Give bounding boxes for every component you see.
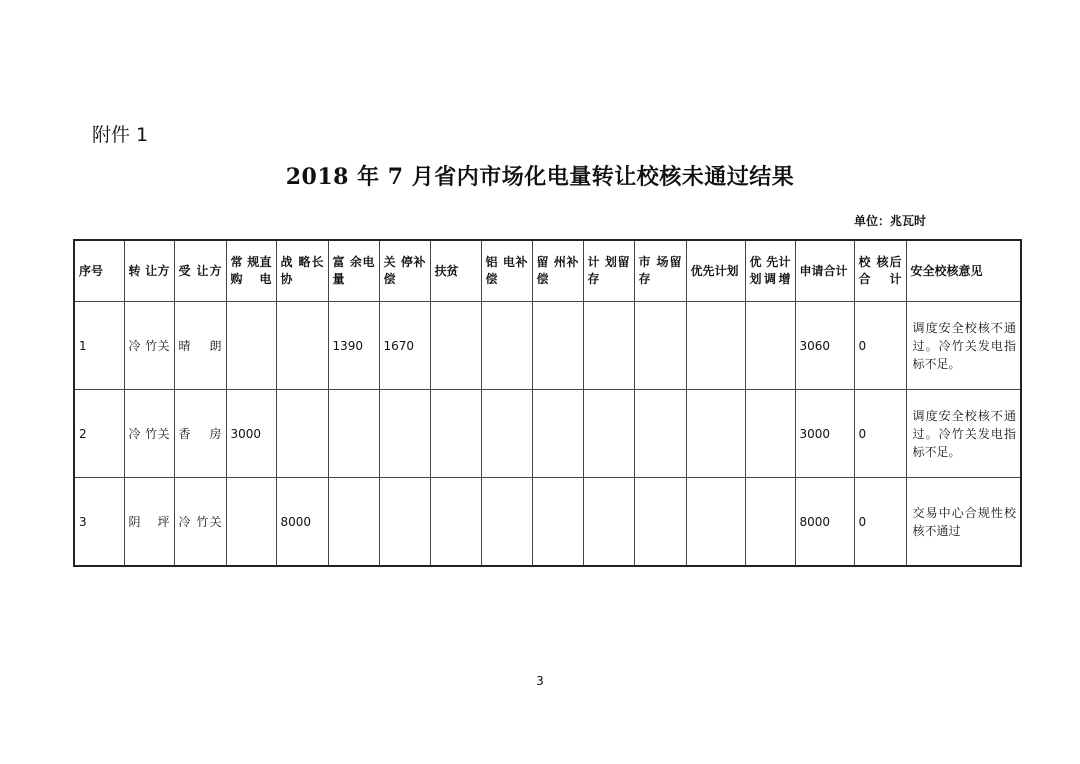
table-cell: 2 <box>74 390 124 478</box>
column-header: 战 略长协 <box>276 240 328 302</box>
table-cell: 冷 竹关 <box>124 390 174 478</box>
result-table <box>73 239 1022 567</box>
table-cell <box>532 478 583 567</box>
opinion-cell: 调度安全校核不通过。冷竹关发电指标不足。 <box>906 390 1021 478</box>
table-cell <box>276 390 328 478</box>
column-header: 市 场留存 <box>634 240 686 302</box>
column-header: 计 划留存 <box>583 240 634 302</box>
table-cell <box>583 302 634 390</box>
table-cell: 0 <box>854 302 906 390</box>
column-header: 校 核后 合计 <box>854 240 906 302</box>
opinion-cell: 交易中心合规性校核不通过 <box>906 478 1021 567</box>
table-cell <box>686 302 745 390</box>
table-cell <box>745 302 795 390</box>
table-row <box>74 302 1021 390</box>
column-header: 安全校核意见 <box>906 240 1021 302</box>
table-cell: 3000 <box>226 390 276 478</box>
column-header: 优 先计 划调增 <box>745 240 795 302</box>
table-cell <box>481 302 532 390</box>
column-header: 富 余电量 <box>328 240 379 302</box>
table-cell: 3000 <box>795 390 854 478</box>
table-cell <box>379 390 430 478</box>
column-header: 扶贫 <box>430 240 481 302</box>
table-cell <box>276 302 328 390</box>
table-cell <box>481 390 532 478</box>
table-row <box>74 478 1021 567</box>
column-header: 受 让方 <box>174 240 226 302</box>
table-cell: 香房 <box>174 390 226 478</box>
unit-label: 单位：兆瓦时 <box>854 214 927 228</box>
table-cell <box>686 390 745 478</box>
column-header: 转 让方 <box>124 240 174 302</box>
table-cell <box>745 390 795 478</box>
column-header: 序号 <box>74 240 124 302</box>
table-cell <box>583 390 634 478</box>
table-header-row <box>74 240 1021 302</box>
table-cell <box>634 302 686 390</box>
table-cell: 8000 <box>795 478 854 567</box>
column-header: 优先计划 <box>686 240 745 302</box>
table-cell <box>379 478 430 567</box>
table-cell <box>430 478 481 567</box>
table-cell: 3060 <box>795 302 854 390</box>
table-cell <box>532 302 583 390</box>
document-title: 2018 年 7 月省内市场化电量转让校核未通过结果 <box>285 164 795 190</box>
table-row <box>74 390 1021 478</box>
table-cell: 3 <box>74 478 124 567</box>
column-header: 常 规直 购电 <box>226 240 276 302</box>
table-cell <box>634 478 686 567</box>
table-cell: 8000 <box>276 478 328 567</box>
table-cell <box>226 478 276 567</box>
table-cell: 0 <box>854 390 906 478</box>
table-cell: 1390 <box>328 302 379 390</box>
table-cell: 1 <box>74 302 124 390</box>
column-header: 申请合计 <box>795 240 854 302</box>
column-header: 铝 电补偿 <box>481 240 532 302</box>
table-cell <box>583 478 634 567</box>
table-cell <box>686 478 745 567</box>
table-cell <box>745 478 795 567</box>
table-cell <box>226 302 276 390</box>
table-cell: 冷 竹关 <box>124 302 174 390</box>
table-cell <box>481 478 532 567</box>
table-cell: 1670 <box>379 302 430 390</box>
table-cell <box>532 390 583 478</box>
table-cell <box>634 390 686 478</box>
attachment-label: 附件 1 <box>92 124 149 146</box>
table-cell: 阴坪 <box>124 478 174 567</box>
opinion-cell: 调度安全校核不通过。冷竹关发电指标不足。 <box>906 302 1021 390</box>
table-cell: 冷 竹关 <box>174 478 226 567</box>
table-cell <box>430 302 481 390</box>
table-cell <box>430 390 481 478</box>
table-cell <box>328 390 379 478</box>
table-cell <box>328 478 379 567</box>
column-header: 关 停补偿 <box>379 240 430 302</box>
table-cell: 晴朗 <box>174 302 226 390</box>
table-cell: 0 <box>854 478 906 567</box>
page-number: 3 <box>536 674 544 688</box>
column-header: 留 州补偿 <box>532 240 583 302</box>
